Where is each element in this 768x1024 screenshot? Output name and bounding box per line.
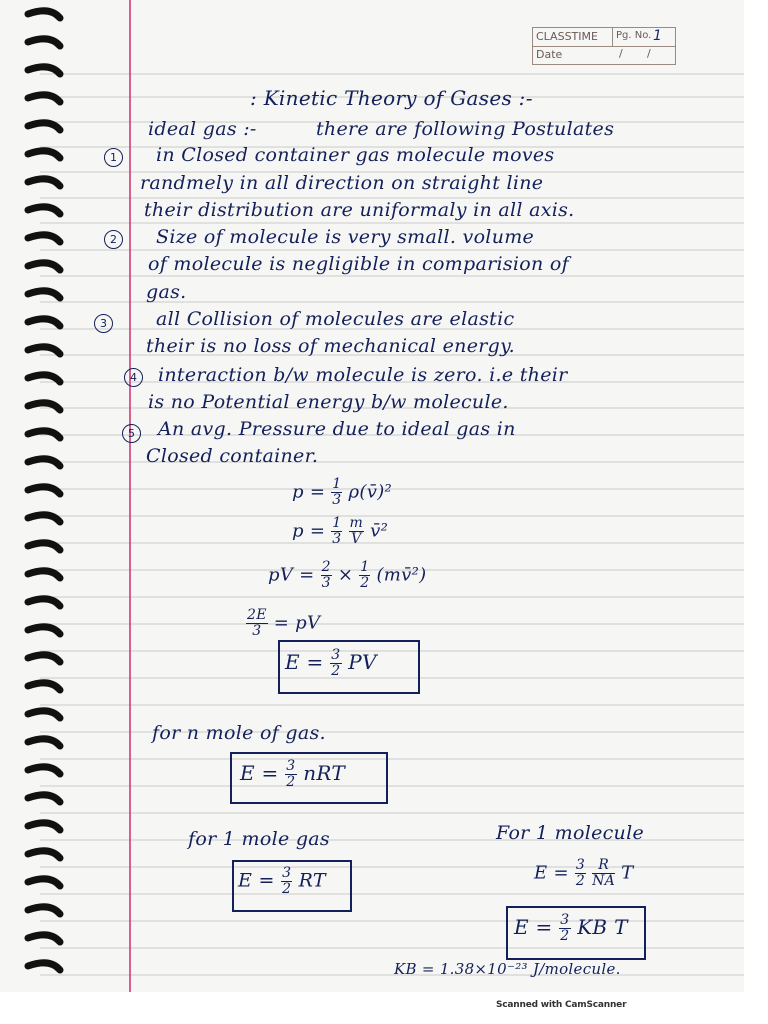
scanner-watermark: Scanned with CamScanner xyxy=(496,1000,627,1010)
postulate-2-line: gas. xyxy=(146,281,187,303)
date-label: Date xyxy=(536,48,563,61)
denominator: 2 xyxy=(286,774,296,790)
brand-label: CLASSTIME xyxy=(536,30,598,43)
numerator: 3 xyxy=(282,865,292,881)
equation-1 xyxy=(292,477,392,508)
denominator: 2 xyxy=(575,873,586,889)
equation-8 xyxy=(534,858,633,889)
fraction xyxy=(281,866,292,897)
postulate-5-line: Closed container. xyxy=(146,445,319,467)
eq-rhs: nRT xyxy=(303,761,346,785)
eq-rhs: (mv̄²) xyxy=(376,564,427,586)
equation-9 xyxy=(514,913,628,944)
equation-6 xyxy=(240,759,345,790)
denominator: 2 xyxy=(360,575,370,591)
eq-rhs: RT xyxy=(298,869,326,892)
numerator: 3 xyxy=(575,857,586,873)
postulate-3-line: all Collision of molecules are elastic xyxy=(156,308,515,330)
eq-lhs: p = xyxy=(292,481,326,503)
equation-3 xyxy=(268,560,426,591)
eq-lhs: E = xyxy=(534,862,569,884)
one-molecule-label: For 1 molecule xyxy=(496,822,645,844)
numerator: m xyxy=(349,515,364,531)
date-separator: / xyxy=(619,47,623,60)
postulate-1-line: randmely in all direction on straight line xyxy=(140,172,544,194)
denominator: 2 xyxy=(282,881,292,897)
eq-rhs: = pV xyxy=(273,612,321,634)
numerator: 1 xyxy=(360,559,370,575)
numerator: 1 xyxy=(332,515,342,531)
eq-rhs: PV xyxy=(348,650,377,674)
page-number: 1 xyxy=(653,28,662,44)
postulate-number: 4 xyxy=(124,368,143,387)
eq-lhs: E = xyxy=(514,915,553,939)
page-header-box xyxy=(532,27,676,65)
eq-lhs: E = xyxy=(238,869,275,892)
numerator: 3 xyxy=(331,647,341,663)
denominator: 3 xyxy=(252,623,262,639)
fraction xyxy=(330,648,341,679)
fraction xyxy=(285,759,296,790)
equation-5 xyxy=(285,648,377,679)
denominator: 3 xyxy=(321,575,331,591)
eq-lhs: E = xyxy=(240,761,279,785)
postulate-number: 5 xyxy=(122,424,141,443)
page-title: : Kinetic Theory of Gases :- xyxy=(250,86,533,110)
denominator: 3 xyxy=(332,492,342,508)
intro-text: there are following Postulates xyxy=(316,118,615,140)
denominator: V xyxy=(351,531,362,547)
postulate-2-line: of molecule is negligible in comparision of xyxy=(148,253,569,275)
equation-2 xyxy=(292,516,388,547)
denominator: 2 xyxy=(560,928,570,944)
postulate-1-line: their distribution are uniformaly in all axis. xyxy=(144,199,575,221)
fraction xyxy=(592,858,615,889)
numerator: 1 xyxy=(332,476,342,492)
fraction xyxy=(331,516,342,547)
date-separator: / xyxy=(647,47,651,60)
eq-lhs: E = xyxy=(285,650,324,674)
postulate-number: 1 xyxy=(104,148,123,167)
fraction xyxy=(331,477,342,508)
eq-operator: × xyxy=(337,564,354,586)
n-mole-label: for n mole of gas. xyxy=(152,722,326,744)
postulate-2-line: Size of molecule is very small. volume xyxy=(156,226,535,248)
numerator: 3 xyxy=(560,912,570,928)
fraction xyxy=(575,858,586,889)
header-divider xyxy=(612,28,613,46)
eq-rhs: T xyxy=(621,862,634,884)
fraction xyxy=(246,608,268,639)
eq-lhs: pV = xyxy=(268,564,315,586)
fraction xyxy=(321,560,332,591)
denominator: 3 xyxy=(332,531,342,547)
fraction xyxy=(559,913,570,944)
eq-rhs: ρ(v̄)² xyxy=(348,481,393,503)
fraction xyxy=(349,516,365,547)
postulate-3-line: their is no loss of mechanical energy. xyxy=(146,335,515,357)
postulate-number: 2 xyxy=(104,230,123,249)
fraction xyxy=(359,560,370,591)
numerator: 3 xyxy=(286,758,296,774)
postulate-5-line: An avg. Pressure due to ideal gas in xyxy=(158,418,516,440)
eq-rhs: KB T xyxy=(577,915,628,939)
postulate-1-line: in Closed container gas molecule moves xyxy=(156,144,555,166)
boltzmann-constant: KB = 1.38×10⁻²³ J/molecule. xyxy=(394,960,621,978)
equation-4 xyxy=(246,608,320,639)
postulate-number: 3 xyxy=(94,314,113,333)
one-mole-label: for 1 mole gas xyxy=(188,828,330,850)
denominator: NA xyxy=(592,873,616,889)
page-number-label: Pg. No. xyxy=(616,30,652,41)
equation-7 xyxy=(238,866,326,897)
postulate-4-line: interaction b/w molecule is zero. i.e their xyxy=(158,364,568,386)
eq-rhs: v̄² xyxy=(370,520,389,542)
numerator: 2E xyxy=(247,607,267,623)
numerator: R xyxy=(592,858,615,874)
numerator: 2 xyxy=(321,559,331,575)
eq-lhs: p = xyxy=(292,520,326,542)
spiral-binding xyxy=(22,0,68,992)
intro-label: ideal gas :- xyxy=(148,118,257,140)
postulate-4-line: is no Potential energy b/w molecule. xyxy=(148,391,509,413)
denominator: 2 xyxy=(331,663,341,679)
